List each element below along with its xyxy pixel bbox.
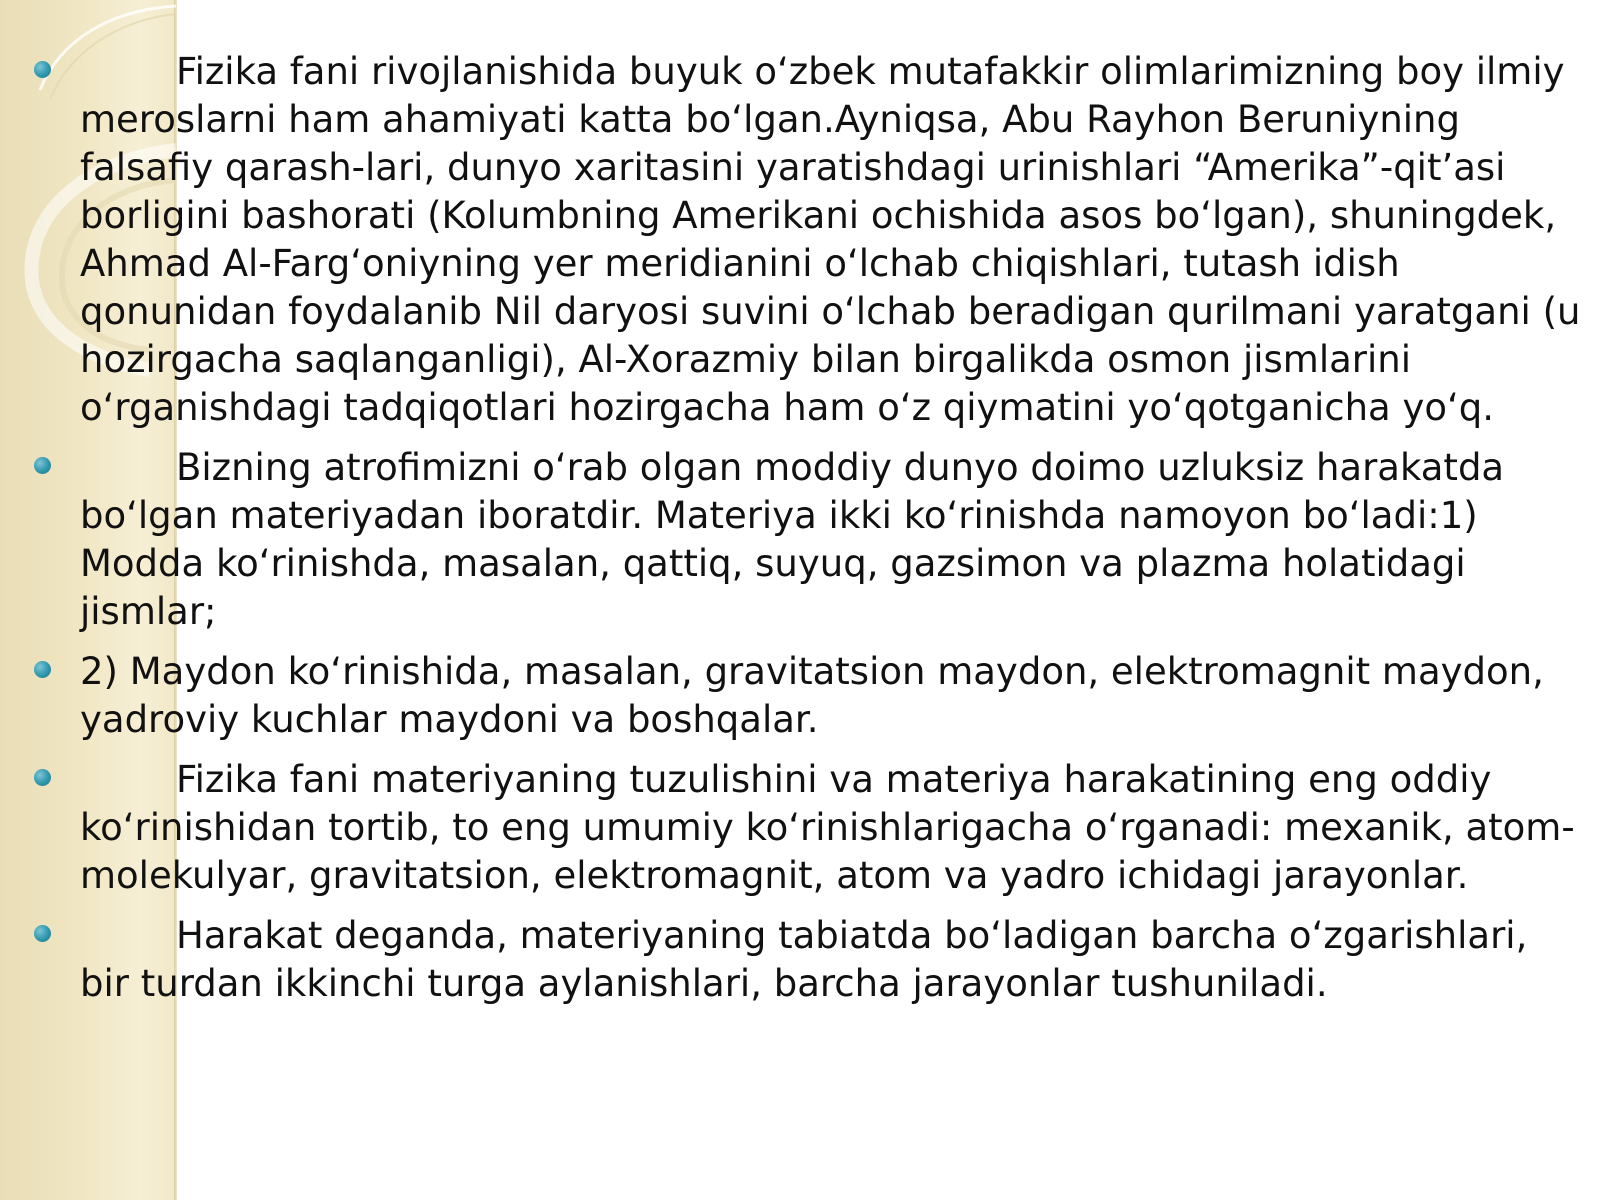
bullet-dot-icon [34, 769, 51, 786]
bullet-text-5: Harakat deganda, materiyaning tabiatda bo‘ladigan barcha o‘zgarishlari, bir turdan ikkinchi turga aylanishlari, barcha jarayonlar tushuniladi. [80, 914, 1528, 1005]
bullet-item-1 [30, 48, 1585, 432]
bullet-item-2 [30, 444, 1585, 636]
bullet-dot-icon [34, 661, 51, 678]
bullet-text-2: Bizning atrofimizni o‘rab olgan moddiy dunyo doimo uzluksiz harakatda bo‘lgan materiyadan iboratdir. Materiya ikki ko‘rinishda namoyon bo‘ladi:1) Modda ko‘rinishda, masalan, qattiq, suyuq, gazsimon va plazma holatidagi jismlar; [80, 446, 1505, 633]
bullet-text-4: Fizika fani materiyaning tuzulishini va materiya harakatining eng oddiy ko‘rinishidan tortib, to eng umumiy ko‘rinishlarigacha o‘rganadi: mexanik, atom-molekulyar, gravitatsion, elektromagnit, atom va yadro ichidagi jarayonlar. [80, 758, 1575, 897]
bullet-text-3: 2) Maydon ko‘rinishida, masalan, gravitatsion maydon, elektromagnit maydon, yadroviy kuchlar maydoni va boshqalar. [80, 650, 1544, 741]
bullet-text-1: Fizika fani rivojlanishida buyuk o‘zbek mutafakkir olimlarimizning boy ilmiy meroslarni ham ahamiyati katta bo‘lgan.Ayniqsa, Abu Rayhon Beruniyning falsafiy qarash-lari, dunyo xaritasini yaratishdagi urinishlari “Amerika”-qit’asi borligini bashorati (Kolumbning Amerikani ochishida asos bo‘lgan), shuningdek, Ahmad Al-Farg‘oniyning yer meridianini o‘lchab chiqishlari, tutash idish qonunidan foydalanib Nil daryosi suvini o‘lchab beradigan qurilmani yaratgani (u hozirgacha saqlanganligi), Al-Xorazmiy bilan birgalikda osmon jismlarini o‘rganishdagi tadqiqotlari hozirgacha ham o‘z qiymatini yo‘qotganicha yo‘q. [80, 50, 1581, 429]
bullet-item-5 [30, 912, 1585, 1008]
bullet-item-4 [30, 756, 1585, 900]
bullet-dot-icon [34, 61, 51, 78]
bullet-dot-icon [34, 925, 51, 942]
bullet-dot-icon [34, 457, 51, 474]
bullet-item-3 [30, 648, 1585, 744]
bullet-list [30, 48, 1585, 1022]
